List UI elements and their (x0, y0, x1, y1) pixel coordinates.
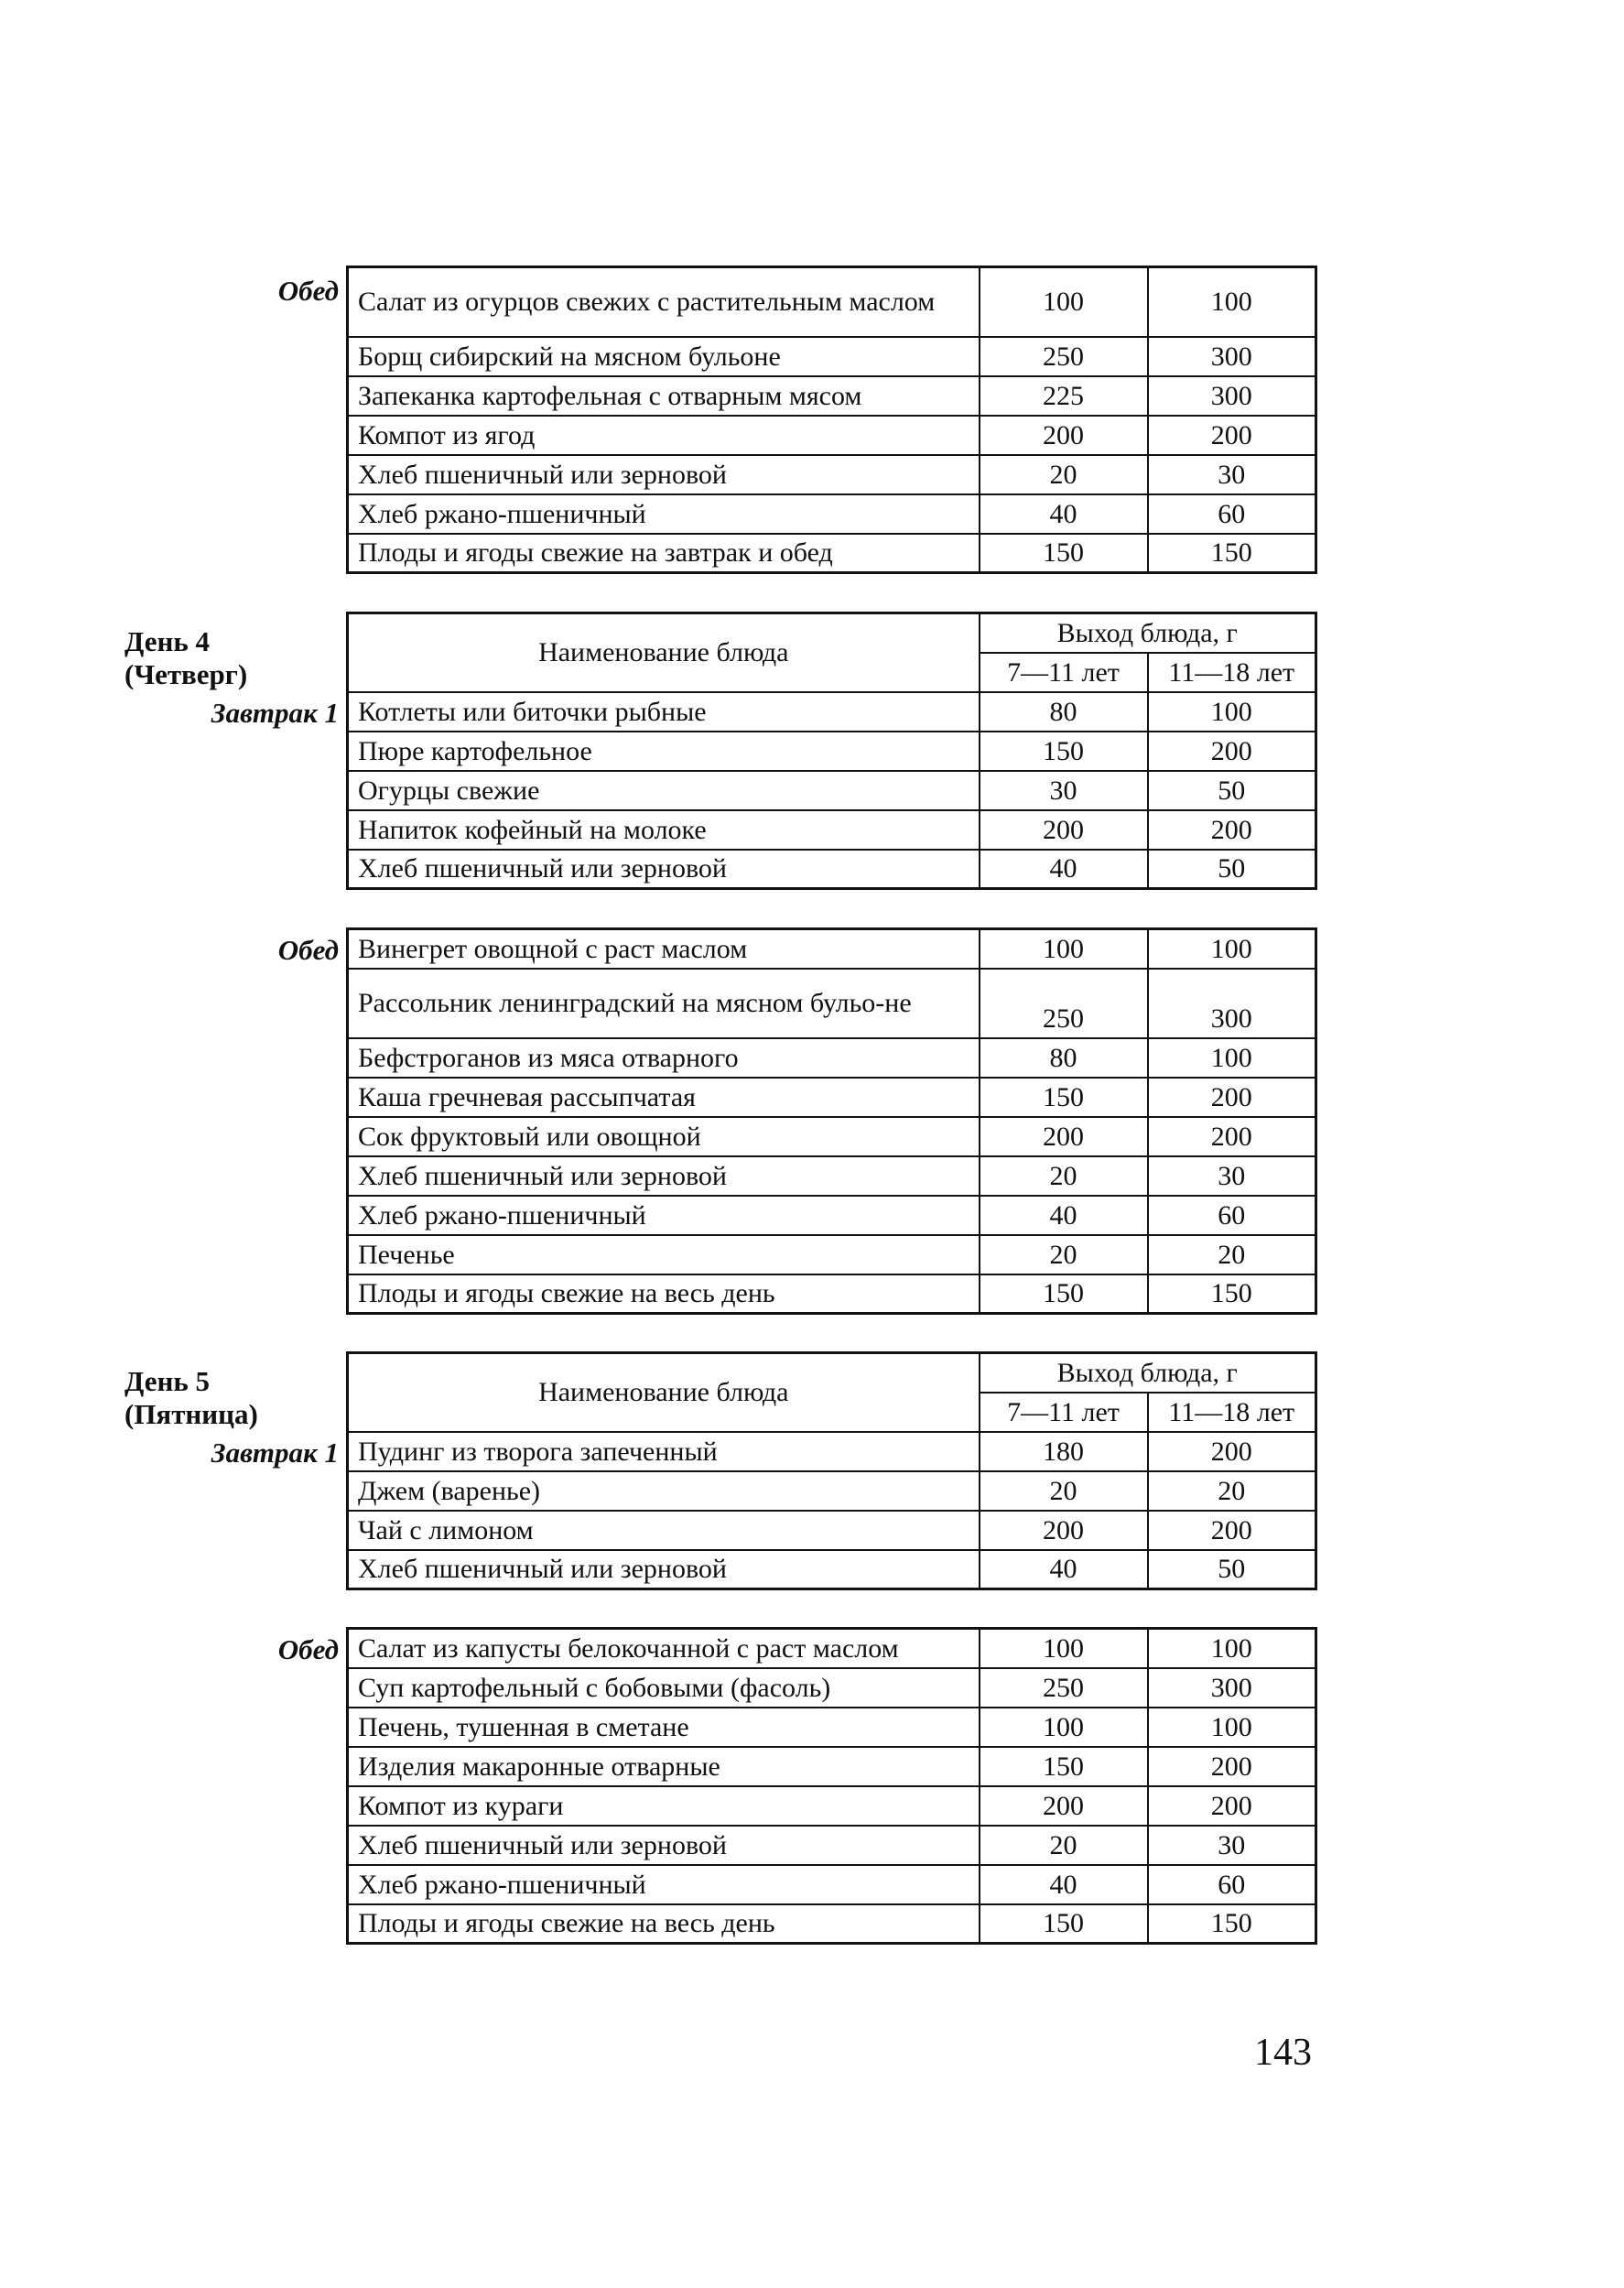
table-row (348, 1471, 1316, 1511)
yield-7-11: 20 (980, 1826, 1148, 1865)
meal-label: Завтрак 1 (211, 1437, 339, 1469)
dish-name: Пудинг из творога запеченный (348, 1432, 980, 1471)
table-row (348, 1865, 1316, 1904)
yield-7-11: 40 (980, 1196, 1148, 1235)
table-row (348, 1274, 1316, 1314)
yield-11-18: 60 (1148, 1865, 1316, 1904)
yield-11-18: 200 (1148, 1786, 1316, 1826)
yield-11-18: 30 (1148, 1156, 1316, 1196)
dish-name: Борщ сибирский на мясном бульоне (348, 337, 980, 376)
table-row (348, 337, 1316, 376)
yield-7-11: 40 (980, 850, 1148, 889)
table-row (348, 1156, 1316, 1196)
table-row (348, 850, 1316, 889)
dish-name: Суп картофельный с бобовыми (фасоль) (348, 1668, 980, 1708)
dish-name: Хлеб пшеничный или зерновой (348, 1550, 980, 1589)
table-header-row (348, 613, 1316, 653)
yield-7-11: 150 (980, 1904, 1148, 1944)
yield-11-18: 200 (1148, 1747, 1316, 1786)
dish-name: Изделия макаронные отварные (348, 1747, 980, 1786)
yield-11-18: 200 (1148, 810, 1316, 850)
table-row (348, 1747, 1316, 1786)
table-header-row (348, 1353, 1316, 1393)
table-row (348, 732, 1316, 771)
column-header-yield: Выход блюда, г (980, 613, 1316, 653)
yield-11-18: 300 (1148, 1668, 1316, 1708)
dish-name: Каша гречневая рассыпчатая (348, 1078, 980, 1117)
yield-11-18: 150 (1148, 1274, 1316, 1314)
yield-7-11: 200 (980, 1511, 1148, 1550)
column-header-age-7-11: 7—11 лет (980, 653, 1148, 692)
column-header-dish: Наименование блюда (348, 1353, 980, 1432)
column-header-yield: Выход блюда, г (980, 1353, 1316, 1393)
day-label: День 4 (Четверг) (125, 625, 248, 690)
yield-7-11: 100 (980, 929, 1148, 969)
yield-7-11: 40 (980, 1550, 1148, 1589)
table-row (348, 1904, 1316, 1944)
yield-11-18: 200 (1148, 732, 1316, 771)
yield-7-11: 150 (980, 1274, 1148, 1314)
yield-7-11: 20 (980, 1471, 1148, 1511)
dish-name: Хлеб ржано-пшеничный (348, 494, 980, 534)
dish-name: Хлеб пшеничный или зерновой (348, 455, 980, 494)
menu-table (346, 1351, 1317, 1590)
table-row (348, 1432, 1316, 1471)
dish-name: Компот из кураги (348, 1786, 980, 1826)
yield-7-11: 100 (980, 1629, 1148, 1668)
meal-label: Обед (277, 934, 339, 966)
yield-11-18: 60 (1148, 1196, 1316, 1235)
dish-name: Салат из капусты белокочанной с раст маслом (348, 1629, 980, 1668)
yield-7-11: 40 (980, 1865, 1148, 1904)
yield-11-18: 300 (1148, 376, 1316, 416)
yield-7-11: 200 (980, 1786, 1148, 1826)
yield-11-18: 200 (1148, 1511, 1316, 1550)
yield-7-11: 100 (980, 267, 1148, 337)
yield-7-11: 200 (980, 1117, 1148, 1156)
yield-11-18: 150 (1148, 534, 1316, 573)
yield-11-18: 50 (1148, 1550, 1316, 1589)
dish-name: Компот из ягод (348, 416, 980, 455)
table-row (348, 1826, 1316, 1865)
table-row (348, 692, 1316, 732)
column-header-age-11-18: 11—18 лет (1148, 1393, 1316, 1432)
yield-11-18: 200 (1148, 416, 1316, 455)
dish-name: Печень, тушенная в сметане (348, 1708, 980, 1747)
yield-7-11: 20 (980, 1156, 1148, 1196)
table-row (348, 534, 1316, 573)
dish-name: Бефстроганов из мяса отварного (348, 1038, 980, 1078)
dish-name: Хлеб пшеничный или зерновой (348, 1156, 980, 1196)
menu-table (346, 1627, 1317, 1945)
table-row (348, 929, 1316, 969)
page-number: 143 (1254, 2032, 1312, 2074)
dish-name: Салат из огурцов свежих с растительным маслом (348, 267, 980, 337)
yield-7-11: 100 (980, 1708, 1148, 1747)
meal-label: Завтрак 1 (211, 697, 339, 729)
table-row (348, 1038, 1316, 1078)
table-row (348, 1550, 1316, 1589)
dish-name: Котлеты или биточки рыбные (348, 692, 980, 732)
dish-name: Чай с лимоном (348, 1511, 980, 1550)
table-row (348, 267, 1316, 337)
yield-7-11: 200 (980, 416, 1148, 455)
dish-name: Сок фруктовый или овощной (348, 1117, 980, 1156)
table-row (348, 771, 1316, 810)
dish-name: Плоды и ягоды свежие на весь день (348, 1274, 980, 1314)
table-row (348, 1078, 1316, 1117)
yield-11-18: 100 (1148, 267, 1316, 337)
dish-name: Плоды и ягоды свежие на весь день (348, 1904, 980, 1944)
table-row (348, 494, 1316, 534)
yield-11-18: 100 (1148, 1038, 1316, 1078)
yield-7-11: 30 (980, 771, 1148, 810)
yield-7-11: 225 (980, 376, 1148, 416)
yield-7-11: 250 (980, 969, 1148, 1038)
yield-11-18: 200 (1148, 1117, 1316, 1156)
column-header-age-7-11: 7—11 лет (980, 1393, 1148, 1432)
yield-11-18: 30 (1148, 1826, 1316, 1865)
yield-11-18: 50 (1148, 850, 1316, 889)
table-row (348, 810, 1316, 850)
yield-11-18: 20 (1148, 1235, 1316, 1274)
table-row (348, 969, 1316, 1038)
table-row (348, 1629, 1316, 1668)
dish-name: Печенье (348, 1235, 980, 1274)
yield-7-11: 80 (980, 692, 1148, 732)
yield-11-18: 20 (1148, 1471, 1316, 1511)
yield-11-18: 200 (1148, 1432, 1316, 1471)
yield-7-11: 250 (980, 1668, 1148, 1708)
yield-11-18: 300 (1148, 337, 1316, 376)
yield-7-11: 40 (980, 494, 1148, 534)
yield-7-11: 150 (980, 1078, 1148, 1117)
yield-7-11: 150 (980, 534, 1148, 573)
dish-name: Плоды и ягоды свежие на завтрак и обед (348, 534, 980, 573)
dish-name: Рассольник ленинградский на мясном бульо-не (348, 969, 980, 1038)
column-header-age-11-18: 11—18 лет (1148, 653, 1316, 692)
menu-table (346, 266, 1317, 574)
column-header-dish: Наименование блюда (348, 613, 980, 692)
dish-name: Напиток кофейный на молоке (348, 810, 980, 850)
yield-7-11: 20 (980, 1235, 1148, 1274)
dish-name: Запеканка картофельная с отварным мясом (348, 376, 980, 416)
yield-7-11: 80 (980, 1038, 1148, 1078)
table-row (348, 455, 1316, 494)
dish-name: Хлеб пшеничный или зерновой (348, 1826, 980, 1865)
table-row (348, 1668, 1316, 1708)
yield-11-18: 100 (1148, 1708, 1316, 1747)
dish-name: Хлеб пшеничный или зерновой (348, 850, 980, 889)
yield-7-11: 150 (980, 1747, 1148, 1786)
table-row (348, 1786, 1316, 1826)
dish-name: Винегрет овощной с раст маслом (348, 929, 980, 969)
table-row (348, 376, 1316, 416)
dish-name: Хлеб ржано-пшеничный (348, 1196, 980, 1235)
table-row (348, 1235, 1316, 1274)
yield-11-18: 60 (1148, 494, 1316, 534)
yield-7-11: 150 (980, 732, 1148, 771)
day-label: День 5 (Пятница) (125, 1365, 258, 1430)
dish-name: Джем (варенье) (348, 1471, 980, 1511)
table-row (348, 1708, 1316, 1747)
menu-table (346, 612, 1317, 890)
yield-11-18: 150 (1148, 1904, 1316, 1944)
yield-11-18: 300 (1148, 969, 1316, 1038)
menu-table (346, 927, 1317, 1315)
meal-label: Обед (277, 275, 339, 307)
yield-11-18: 50 (1148, 771, 1316, 810)
yield-7-11: 200 (980, 810, 1148, 850)
table-row (348, 1117, 1316, 1156)
yield-11-18: 100 (1148, 1629, 1316, 1668)
dish-name: Хлеб ржано-пшеничный (348, 1865, 980, 1904)
yield-11-18: 100 (1148, 929, 1316, 969)
meal-label: Обед (277, 1633, 339, 1665)
yield-11-18: 30 (1148, 455, 1316, 494)
yield-11-18: 200 (1148, 1078, 1316, 1117)
yield-7-11: 250 (980, 337, 1148, 376)
dish-name: Огурцы свежие (348, 771, 980, 810)
yield-11-18: 100 (1148, 692, 1316, 732)
yield-7-11: 20 (980, 455, 1148, 494)
yield-7-11: 180 (980, 1432, 1148, 1471)
table-row (348, 1196, 1316, 1235)
dish-name: Пюре картофельное (348, 732, 980, 771)
table-row (348, 1511, 1316, 1550)
table-row (348, 416, 1316, 455)
